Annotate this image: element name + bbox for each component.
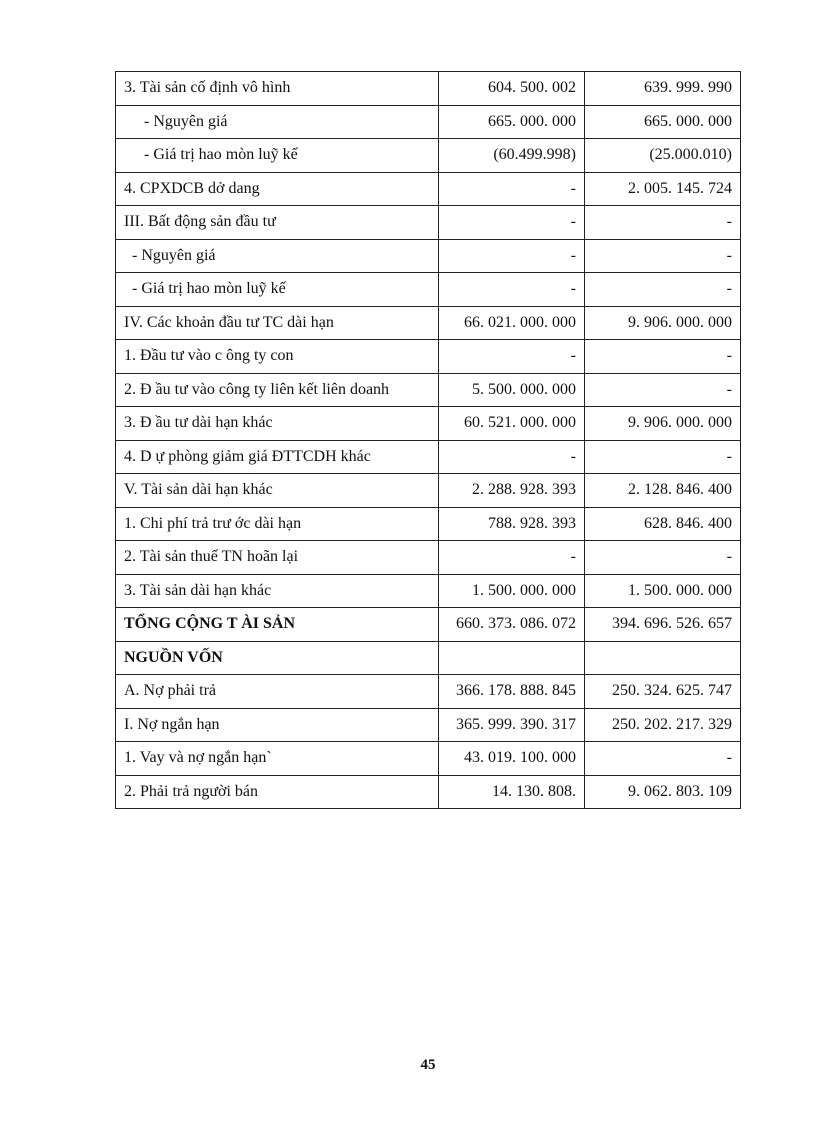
value-prior: - [439,440,585,474]
value-prior: 604. 500. 002 [439,72,585,106]
row-label: - Nguyên giá [116,105,439,139]
value-current: - [585,541,741,575]
table-row [116,139,741,173]
row-label: - Giá trị hao mòn luỹ kế [116,139,439,173]
value-prior: 66. 021. 000. 000 [439,306,585,340]
value-current: 2. 005. 145. 724 [585,172,741,206]
value-prior: 660. 373. 086. 072 [439,608,585,642]
table-row [116,306,741,340]
page-number: 45 [420,1057,436,1073]
value-prior: (60.499.998) [439,139,585,173]
table-body [116,72,741,809]
table-row [116,675,741,709]
value-prior: 60. 521. 000. 000 [439,407,585,441]
table-row [116,105,741,139]
value-prior: - [439,239,585,273]
row-label: 2. Đ ầu tư vào công ty liên kết liên doanh [116,373,439,407]
value-prior: - [439,172,585,206]
table-row [116,541,741,575]
value-current: 665. 000. 000 [585,105,741,139]
row-label: IV. Các khoản đầu tư TC dài hạn [116,306,439,340]
value-current: 2. 128. 846. 400 [585,474,741,508]
table-row [116,708,741,742]
row-label: 4. D ự phòng giảm giá ĐTTCDH khác [116,440,439,474]
value-current [585,641,741,675]
value-prior: 14. 130. 808. [439,775,585,809]
table-row [116,440,741,474]
value-prior [439,641,585,675]
table-row [116,474,741,508]
row-label: I. Nợ ngắn hạn [116,708,439,742]
value-prior: 788. 928. 393 [439,507,585,541]
value-current: 9. 906. 000. 000 [585,407,741,441]
value-prior: 43. 019. 100. 000 [439,742,585,776]
row-label: 4. CPXDCB dở dang [116,172,439,206]
balance-sheet-table [115,71,741,809]
table-row [116,775,741,809]
value-current: - [585,239,741,273]
row-label: TỔNG CỘNG T ÀI SẢN [116,608,439,642]
value-current: - [585,206,741,240]
row-label: 1. Đầu tư vào c ông ty con [116,340,439,374]
row-label: 3. Đ ầu tư dài hạn khác [116,407,439,441]
row-label: NGUỒN VỐN [116,641,439,675]
value-current: - [585,373,741,407]
value-current: 250. 324. 625. 747 [585,675,741,709]
value-prior: 665. 000. 000 [439,105,585,139]
table-row [116,407,741,441]
row-label: 3. Tài sản cố định vô hình [116,72,439,106]
value-prior: - [439,340,585,374]
value-current: - [585,742,741,776]
table-row [116,574,741,608]
row-label: III. Bất động sản đầu tư [116,206,439,240]
table-row [116,172,741,206]
value-prior: - [439,206,585,240]
row-label: 1. Chi phí trả trư ớc dài hạn [116,507,439,541]
row-label: V. Tài sản dài hạn khác [116,474,439,508]
table-row [116,608,741,642]
row-label: 3. Tài sản dài hạn khác [116,574,439,608]
row-label: 2. Tài sản thuế TN hoãn lại [116,541,439,575]
value-current: 1. 500. 000. 000 [585,574,741,608]
value-prior: - [439,541,585,575]
row-label: - Giá trị hao mòn luỹ kế [116,273,439,307]
row-label: - Nguyên giá [116,239,439,273]
value-current: 394. 696. 526. 657 [585,608,741,642]
value-prior: 366. 178. 888. 845 [439,675,585,709]
value-current: 639. 999. 990 [585,72,741,106]
value-prior: - [439,273,585,307]
row-label: 1. Vay và nợ ngắn hạn` [116,742,439,776]
value-current: 9. 062. 803. 109 [585,775,741,809]
table-row [116,239,741,273]
value-current: 9. 906. 000. 000 [585,306,741,340]
value-current: - [585,340,741,374]
value-prior: 1. 500. 000. 000 [439,574,585,608]
table-row [116,641,741,675]
value-prior: 5. 500. 000. 000 [439,373,585,407]
row-label: 2. Phải trả người bán [116,775,439,809]
value-current: (25.000.010) [585,139,741,173]
value-current: 628. 846. 400 [585,507,741,541]
table-row [116,206,741,240]
table-row [116,340,741,374]
table-row [116,373,741,407]
value-current: - [585,273,741,307]
table-row [116,507,741,541]
table-row [116,273,741,307]
value-prior: 2. 288. 928. 393 [439,474,585,508]
value-prior: 365. 999. 390. 317 [439,708,585,742]
row-label: A. Nợ phải trả [116,675,439,709]
value-current: - [585,440,741,474]
table-row [116,742,741,776]
table-row [116,72,741,106]
value-current: 250. 202. 217. 329 [585,708,741,742]
